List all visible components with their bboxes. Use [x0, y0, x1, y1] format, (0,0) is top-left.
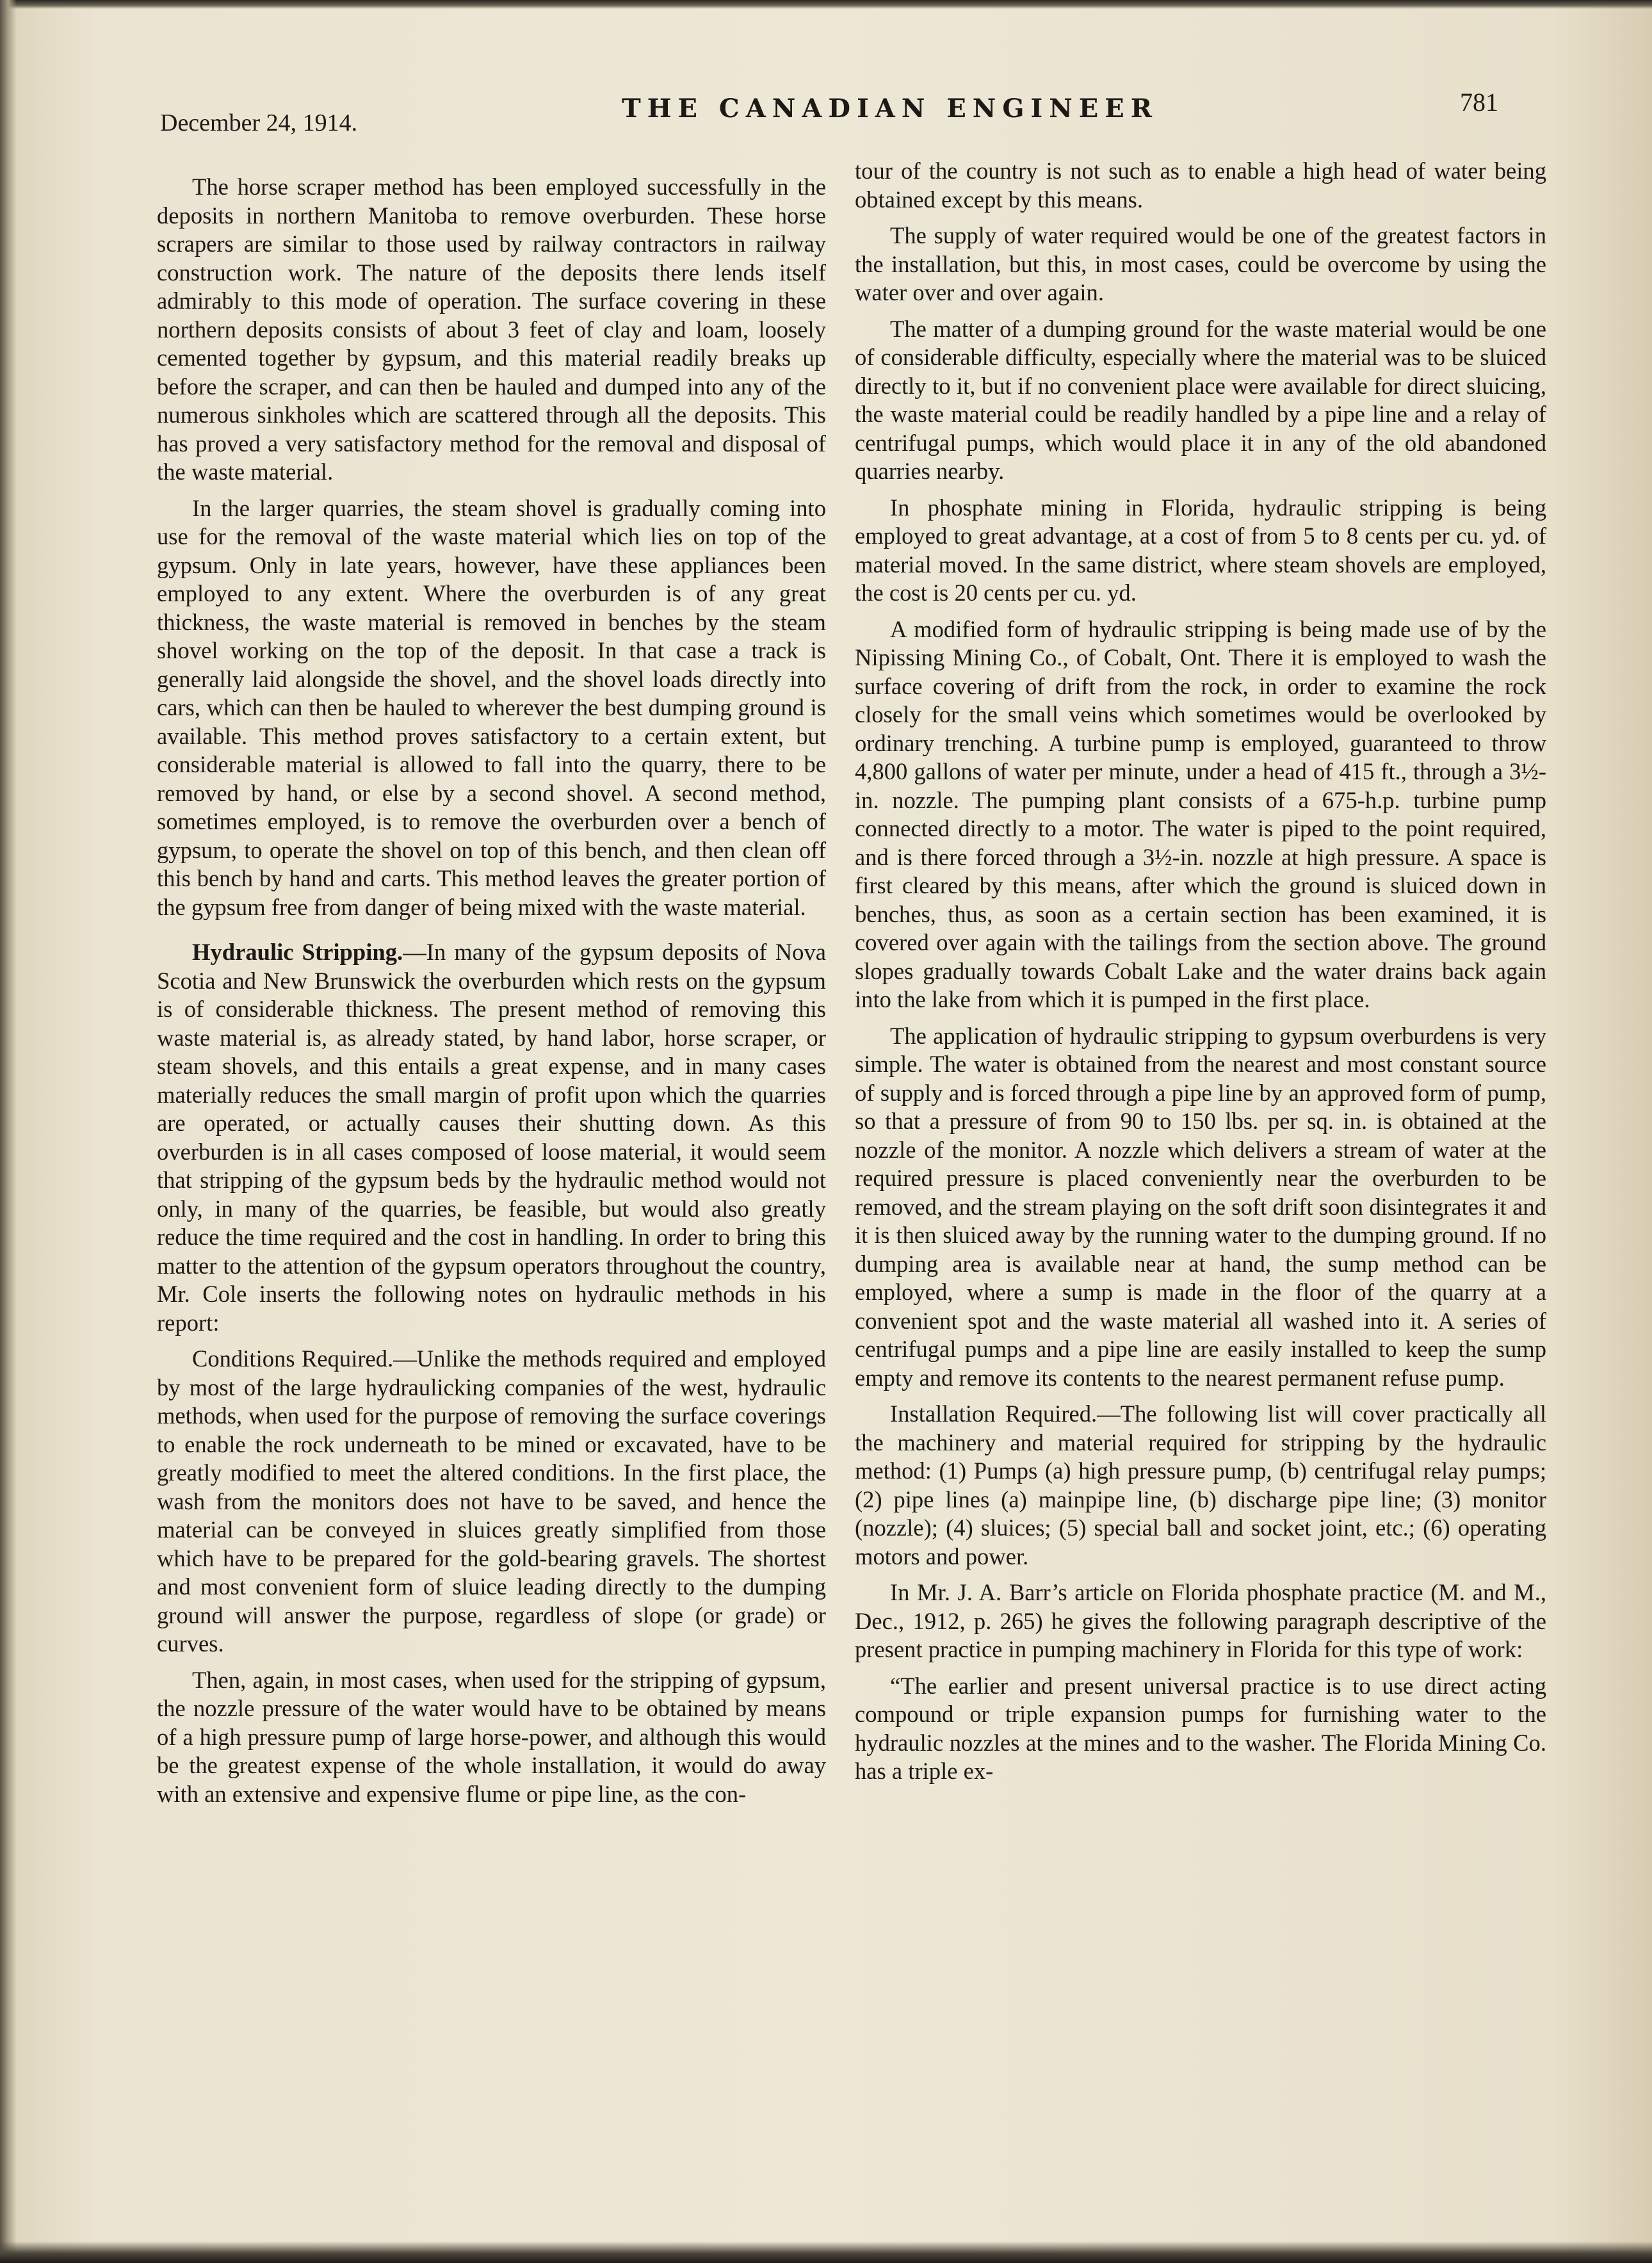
- paragraph-phosphate-florida: In phosphate mining in Florida, hydraulic stripping is being employed to great advantage, at a cost of from 5 to 8 cents per cu. yd. of material moved. In the same district, where steam shovels are employed, the cost is 20 cents per cu. yd.: [855, 494, 1546, 606]
- paragraph-water-supply: The supply of water required would be one of the greatest factors in the installation, but this, in most cases, could be overcome by using the water over and over again.: [855, 222, 1546, 305]
- right-column: [855, 157, 1546, 1786]
- paragraph-installation-required: Installation Required.—The following list will cover practically all the machinery and material required for stripping by the hydraulic method: (1) Pumps (a) high pressure pump, (b) centrifugal relay pumps; (2) pipe lines (a) mainpipe line, (b) discharge pipe line; (3) monitor (nozzle); (4) sluices; (5) special ball and socket joint, etc.; (6) operating motors and power.: [855, 1400, 1546, 1570]
- paragraph-quotation: “The earlier and present universal practice is to use direct acting compound or triple expansion pumps for furnishing water to the hydraulic nozzles at the mines and to the washer. The Florida Mining Co. has a triple ex-: [855, 1672, 1546, 1784]
- section-heading-hydraulic-stripping: Hydraulic Stripping.: [192, 939, 403, 965]
- running-header: [154, 83, 1511, 134]
- paragraph-application: The application of hydraulic stripping to gypsum overburdens is very simple. The water is obtained from the nearest and most constant source of supply and is forced through a pipe line by an approved form of pump, so that a pressure of from 90 to 150 lbs. per sq. in. is obtained at the nozzle of the monitor. A nozzle which delivers a stream of water at the required pressure is placed conveniently near the overburden to be removed, and the stream playing on the soft drift soon disintegrates it and it is then sluiced away by the running water to the dumping ground. If no dumping area is available near at hand, the sump method can be employed, where a sump is made in the floor of the quarry at a convenient spot and the waste material all washed into it. A series of centrifugal pumps and a pipe line are easily installed to keep the sump empty and remove its contents to the nearest permanent refuse pump.: [855, 1022, 1546, 1391]
- paragraph-nipissing-mining: A modified form of hydraulic stripping is being made use of by the Nipissing Mining Co., of Cobalt, Ont. There it is employed to wash the surface covering of drift from the rock, in order to examine the rock closely for the small veins which sometimes would be overlooked by ordinary trenching. A turbine pump is employed, guaranteed to throw 4,800 gallons of water per minute, under a head of 415 ft., through a 3½-in. nozzle. The pumping plant consists of a 675-h.p. turbine pump connected directly to a motor. The water is piped to the point required, and is there forced through a 3½-in. nozzle at high pressure. A space is first cleared by this means, after which the ground is sluiced down in benches, thus, as soon as a certain section has been examined, it is covered over again with the tailings from the section above. The ground slopes gradually towards Cobalt Lake and the water drains back again into the lake from which it is pumped in the first place.: [855, 615, 1546, 1012]
- page-number: 781: [1460, 88, 1498, 117]
- paragraph-nozzle-pressure: Then, again, in most cases, when used for the stripping of gypsum, the nozzle pressure of the water would have to be obtained by means of a high pressure pump of large horse-power, and although this would be the greatest expense of the whole installation, it would do away with an extensive and expensive flume or pipe line, as the con-: [157, 1666, 826, 1807]
- left-column: [157, 173, 826, 1808]
- paragraph-continued: tour of the country is not such as to enable a high head of water being obtained except by this means.: [855, 158, 1546, 213]
- journal-title: THE CANADIAN ENGINEER: [621, 93, 1159, 124]
- paragraph-conditions-required: Conditions Required.—Unlike the methods required and employed by most of the large hydraulicking companies of the west, hydraulic methods, when used for the purpose of removing the surface coverings to enable the rock underneath to be mined or excavated, have to be greatly modified to meet the altered conditions. In the first place, the wash from the monitors does not have to be saved, and hence the material can be conveyed in sluices greatly simplified from those which have to be prepared for the gold-bearing gravels. The shortest and most convenient form of sluice leading directly to the dumping ground will answer the purpose, regardless of slope (or grade) or curves.: [157, 1345, 826, 1657]
- page-top-edge: [0, 0, 1652, 9]
- issue-date: December 24, 1914.: [160, 110, 358, 136]
- page-bottom-edge: [0, 2241, 1652, 2263]
- paragraph-hydraulic-stripping: [157, 938, 826, 1337]
- paragraph-dumping-ground: The matter of a dumping ground for the waste material would be one of considerable difficulty, especially where the material was to be sluiced directly to it, but if no convenient place were available for direct sluicing, the waste material could be readily handled by a pipe line and a relay of centrifugal pumps, which would place it in any of the old abandoned quarries nearby.: [855, 315, 1546, 484]
- paragraph-horse-scraper: The horse scraper method has been employed successfully in the deposits in northern Manitoba to remove overburden. These horse scrapers are similar to those used by railway contractors in railway construction work. The nature of the deposits there lends itself admirably to this mode of operation. The surface covering in these northern deposits consists of about 3 feet of clay and loam, loosely cemented together by gypsum, and this material readily breaks up before the scraper, and can then be hauled and dumped into any of the numerous sinkholes which are scattered through all the deposits. This has proved a very satisfactory method for the removal and disposal of the waste material.: [157, 174, 826, 485]
- page-left-edge: [0, 0, 17, 2263]
- paragraph-barr-article: In Mr. J. A. Barr’s article on Florida phosphate practice (M. and M., Dec., 1912, p. 265) he gives the following paragraph descriptive of the present practice in pumping machinery in Florida for this type of work:: [855, 1579, 1546, 1662]
- paragraph-hydraulic-stripping-body: —In many of the gypsum deposits of Nova Scotia and New Brunswick the overburden which rests on the gypsum is of considerable thickness. The present method of removing this waste material is, as already stated, by hand labor, horse scraper, or steam shovels, and this entails a great expense, and in many cases materially reduces the small margin of profit upon which the quarries are operated, or actually causes their shutting down. As this overburden is in all cases composed of loose material, it would seem that stripping of the gypsum beds by the hydraulic method would not only, in many of the quarries, be feasible, but would also greatly reduce the time required and the cost in handling. In order to bring this matter to the attention of the gypsum operators throughout the country, Mr. Cole inserts the following notes on hydraulic methods in his report:: [157, 939, 826, 1336]
- paragraph-steam-shovel: In the larger quarries, the steam shovel is gradually coming into use for the removal of the waste material which lies on top of the gypsum. Only in late years, however, have these appliances been employed to any extent. Where the overburden is of any great thickness, the waste material is removed in benches by the steam shovel working on the top of the deposit. In that case a track is generally laid alongside the shovel, and the shovel loads directly into cars, which can then be hauled to wherever the best dumping ground is available. This method proves satisfactory to a certain extent, but considerable material is allowed to fall into the quarry, there to be removed by hand, or else by a second shovel. A second method, sometimes employed, is to remove the overburden over a bench of gypsum, to operate the shovel on top of this bench, and then clean off this bench by hand and carts. This method leaves the greater portion of the gypsum free from danger of being mixed with the waste material.: [157, 494, 826, 920]
